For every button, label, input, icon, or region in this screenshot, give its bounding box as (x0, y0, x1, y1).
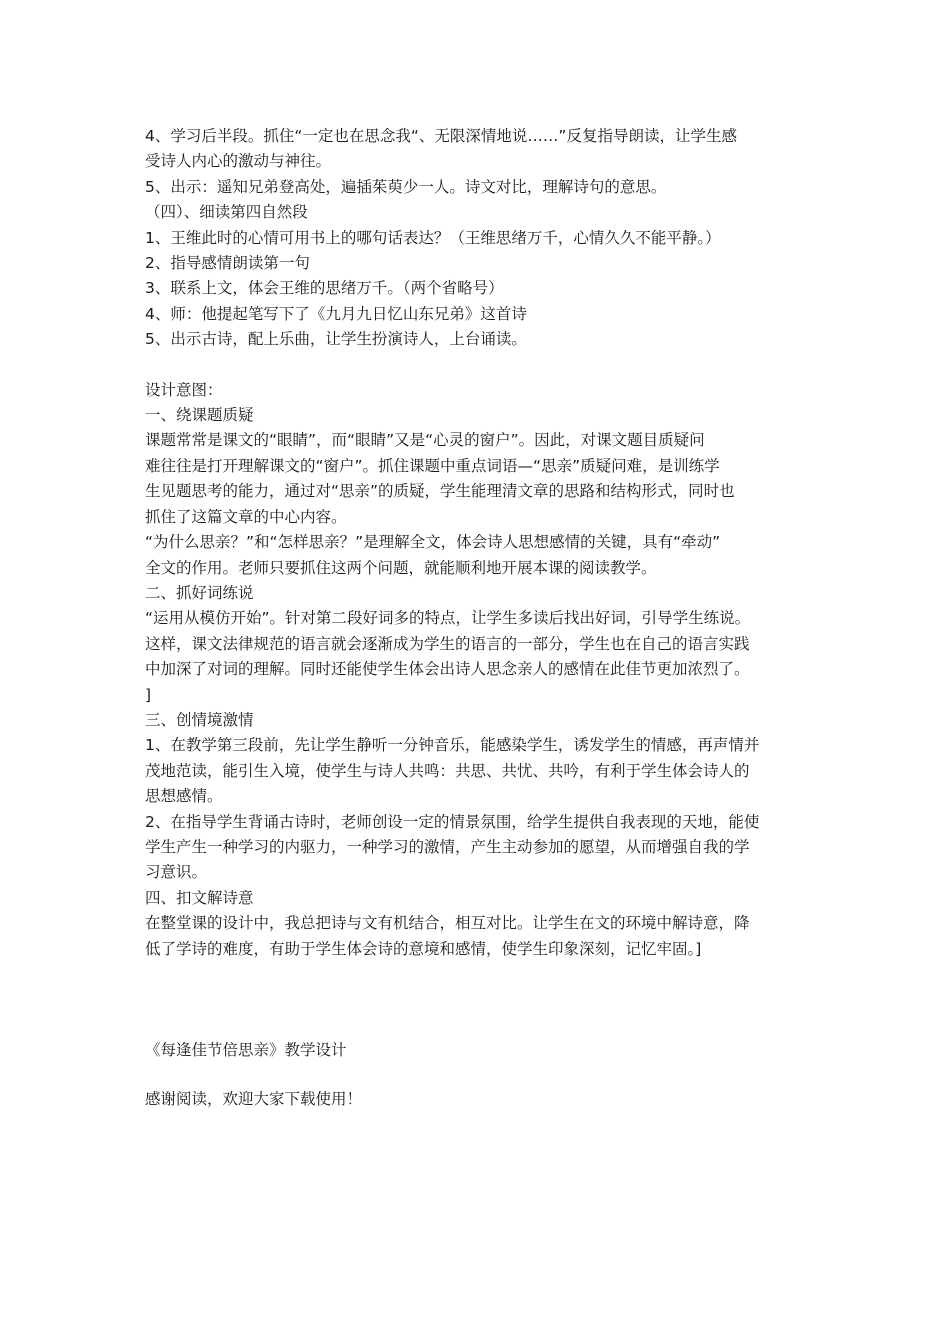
text-line: 生见题思考的能力，通过对“思亲”的质疑，学生能理清文章的思路和结构形式，同时也 (145, 482, 735, 501)
subheading: 三、创情境激情 (145, 710, 254, 729)
section-heading: 设计意图： (145, 380, 223, 399)
text-line: 在整堂课的设计中，我总把诗与文有机结合，相互对比。让学生在文的环境中解诗意，降 (145, 914, 750, 933)
text-line: 抓住了这篇文章的中心内容。 (145, 507, 347, 526)
design-intent-section (145, 378, 810, 962)
text-line: 课题常常是课文的“眼睛”，而“眼睛”又是“心灵的窗户”。因此，对课文题目质疑问 (145, 431, 705, 450)
text-line: 3、联系上文，体会王维的思绪万千。（两个省略号） (145, 279, 504, 298)
text-line: 习意识。 (145, 863, 208, 882)
subheading: 四、扣文解诗意 (145, 888, 254, 907)
text-line: ] (145, 685, 152, 704)
text-line: “运用从模仿开始”。针对第二段好词多的特点，让学生多读后找出好词，引导学生练说。 (145, 609, 751, 628)
document-page (145, 124, 810, 1113)
text-line: 低了学诗的难度，有助于学生体会诗的意境和感情，使学生印象深刻，记忆牢固。] (145, 939, 702, 958)
text-line: 全文的作用。老师只要抓住这两个问题，就能顺利地开展本课的阅读教学。 (145, 558, 657, 577)
text-line: 2、在指导学生背诵古诗时，老师创设一定的情景氛围，给学生提供自我表现的天地，能使 (145, 812, 760, 831)
text-line: 学生产生一种学习的内驱力，一种学习的激情，产生主动参加的愿望，从而增强自我的学 (145, 837, 750, 856)
document-title: 《每逢佳节倍思亲》教学设计 (145, 1041, 347, 1059)
subheading: 一、绕课题质疑 (145, 406, 254, 425)
text-line: 难往往是打开理解课文的“窗户”。抓住课题中重点词语—“思亲”质疑问难，是训练学 (145, 456, 720, 475)
text-line: 2、指导感情朗读第一句 (145, 254, 310, 273)
text-line: 4、学习后半段。抓住“一定也在思念我“、无限深情地说……”反复指导朗读，让学生感 (145, 127, 737, 145)
text-line: 1、在教学第三段前，先让学生静听一分钟音乐，能感染学生，诱发学生的情感，再声情并 (145, 736, 760, 755)
lesson-steps-section (145, 124, 810, 353)
text-line: 4、师：他提起笔写下了《九月九日忆山东兄弟》这首诗 (145, 304, 527, 323)
text-line: 5、出示古诗，配上乐曲，让学生扮演诗人，上台诵读。 (145, 330, 527, 349)
text-line: “为什么思亲？”和“怎样思亲？”是理解全文，体会诗人思想感情的关键，具有“牵动” (145, 533, 721, 552)
text-line: 1、王维此时的心情可用书上的哪句话表达？（王维思绪万千，心情久久不能平静。） (145, 228, 721, 247)
section-heading: （四）、细读第四自然段 (145, 203, 308, 222)
text-line: 思想感情。 (145, 787, 223, 806)
thanks-note: 感谢阅读，欢迎大家下载使用！ (145, 1090, 363, 1109)
text-line: 5、出示：遥知兄弟登高处，遍插茱萸少一人。诗文对比，理解诗句的意思。 (145, 177, 667, 196)
text-line: 茂地范读，能引生入境，使学生与诗人共鸣：共思、共忧、共吟，有利于学生体会诗人的 (145, 761, 750, 780)
subheading: 二、抓好词练说 (145, 583, 254, 602)
text-line: 中加深了对词的理解。同时还能使学生体会出诗人思念亲人的感情在此佳节更加浓烈了。 (145, 660, 750, 679)
text-line: 这样，课文法律规范的语言就会逐渐成为学生的语言的一部分，学生也在自己的语言实践 (145, 634, 750, 653)
text-line: 受诗人内心的激动与神往。 (145, 152, 332, 171)
